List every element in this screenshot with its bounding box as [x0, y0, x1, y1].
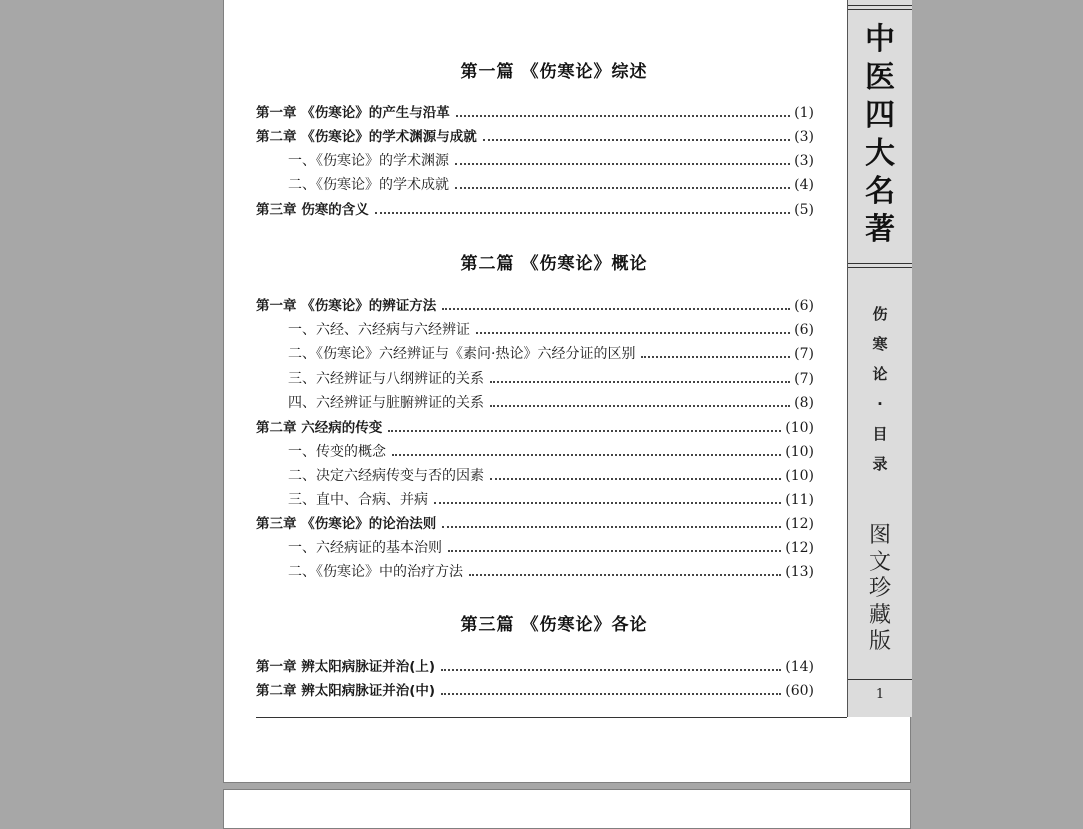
- toc-entry[interactable]: 四、六经辨证与脏腑辨证的关系 (8): [288, 395, 814, 411]
- toc-entry[interactable]: 第二章 六经病的传变 (10): [256, 420, 814, 436]
- toc-entry[interactable]: 三、六经辨证与八纲辨证的关系 (7): [288, 371, 814, 387]
- divider: [848, 267, 912, 268]
- toc-entry[interactable]: 一、六经、六经病与六经辨证 (6): [288, 322, 814, 338]
- leader-dots: [442, 525, 781, 528]
- book-sidebar: [847, 0, 912, 717]
- leader-dots: [448, 549, 781, 552]
- part-title: 第三篇 《伤寒论》各论: [460, 615, 648, 635]
- toc-entry[interactable]: 第三章 伤寒的含义 (5): [256, 202, 814, 218]
- leader-dots: [490, 477, 781, 480]
- toc-entry[interactable]: 二、《伤寒论》中的治疗方法 (13): [288, 564, 814, 580]
- toc-entry[interactable]: 第二章 《伤寒论》的学术渊源与成就 (3): [256, 129, 814, 145]
- page-number: 1: [875, 687, 885, 702]
- part-title: 第二篇 《伤寒论》概论: [460, 254, 648, 274]
- toc-entry[interactable]: 第三章 《伤寒论》的论治法则 (12): [256, 516, 814, 532]
- leader-dots: [641, 355, 790, 358]
- toc-entry[interactable]: 三、直中、合病、并病 (11): [288, 492, 814, 508]
- divider: [848, 263, 912, 264]
- leader-dots: [476, 331, 790, 334]
- leader-dots: [455, 162, 790, 165]
- divider: [848, 9, 912, 10]
- leader-dots: [441, 692, 781, 695]
- toc-page: [223, 0, 911, 783]
- leader-dots: [469, 573, 781, 576]
- leader-dots: [375, 211, 790, 214]
- toc-entry[interactable]: 二、决定六经病传变与否的因素 (10): [288, 468, 814, 484]
- leader-dots: [388, 429, 781, 432]
- toc-entry[interactable]: 二、《伤寒论》六经辨证与《素问·热论》六经分证的区别 (7): [288, 346, 814, 362]
- next-page: [223, 789, 911, 829]
- toc-entry[interactable]: 二、《伤寒论》的学术成就 (4): [288, 177, 814, 193]
- toc-entry[interactable]: 第一章 《伤寒论》的产生与沿革 (1): [256, 105, 814, 121]
- part-title: 第一篇 《伤寒论》综述: [460, 62, 648, 82]
- leader-dots: [483, 138, 790, 141]
- book-subtitle: 伤 寒 论 · 目 录: [872, 305, 888, 473]
- leader-dots: [441, 668, 781, 671]
- toc-entry[interactable]: 一、传变的概念 (10): [288, 444, 814, 460]
- toc-entry[interactable]: 一、《伤寒论》的学术渊源 (3): [288, 153, 814, 169]
- toc-entry[interactable]: 一、六经病证的基本治则 (12): [288, 540, 814, 556]
- leader-dots: [490, 404, 790, 407]
- series-title: 中 医 四 大 名 著: [865, 22, 895, 247]
- divider: [848, 679, 912, 680]
- divider: [848, 5, 912, 6]
- leader-dots: [455, 186, 790, 189]
- edition-label: 图 文 珍 藏 版: [868, 523, 891, 654]
- toc-entry[interactable]: 第二章 辨太阳病脉证并治(中) (60): [256, 683, 814, 699]
- leader-dots: [456, 114, 790, 117]
- toc-entry[interactable]: 第一章 《伤寒论》的辨证方法 (6): [256, 298, 814, 314]
- leader-dots: [442, 307, 790, 310]
- leader-dots: [490, 380, 790, 383]
- bottom-rule: [256, 717, 847, 718]
- leader-dots: [434, 501, 781, 504]
- leader-dots: [392, 453, 781, 456]
- toc-entry[interactable]: 第一章 辨太阳病脉证并治(上) (14): [256, 659, 814, 675]
